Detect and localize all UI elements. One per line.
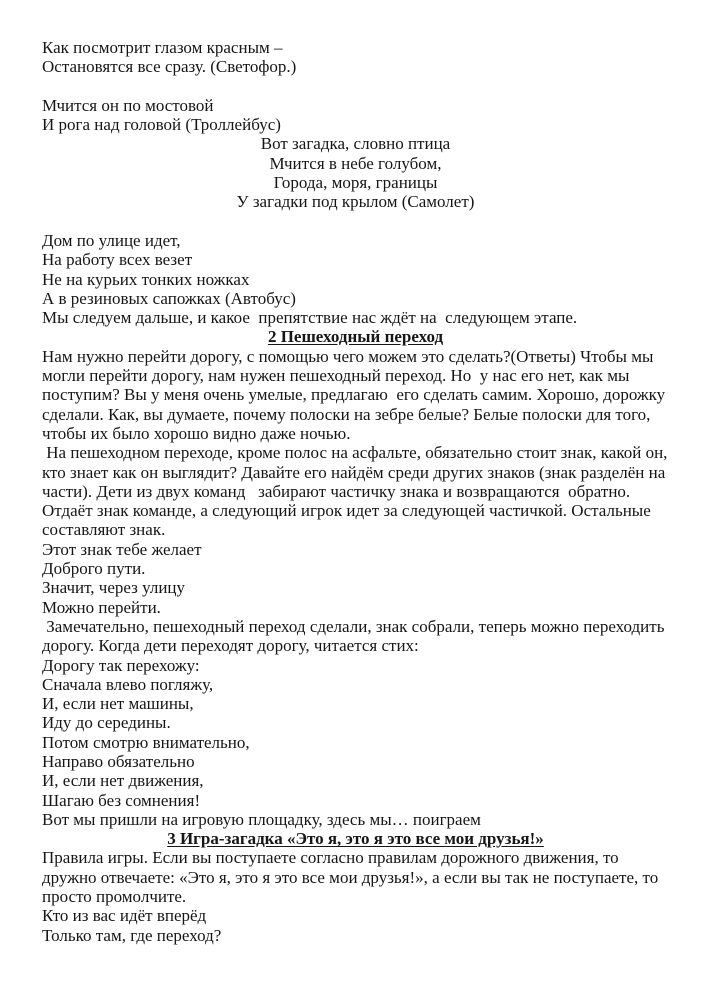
text-line: дружно отвечаете: «Это я, это я это все мои друзья!», а если вы так не поступаете, то — [42, 867, 659, 887]
paragraph — [42, 848, 669, 944]
text-line: Только там, где переход? — [42, 925, 222, 945]
text-line: Потом смотрю внимательно, — [42, 732, 250, 752]
text-line: могли перейти дорогу, нам нужен пешеходный переход. Но у нас его нет, как мы — [42, 366, 630, 386]
text-line: Значит, через улицу — [42, 578, 186, 598]
text-line: Мчится он по мостовой — [42, 95, 214, 115]
text-line: На работу всех везет — [42, 250, 193, 270]
text-line: И, если нет движения, — [42, 771, 204, 791]
text-line: Вот мы пришли на игровую площадку, здесь мы… поиграем — [42, 809, 481, 829]
text-line: У загадки под крылом (Самолет) — [236, 192, 475, 212]
heading-text-line: 3 Игра-загадка «Это я, это я это все мои друзья!» — [167, 829, 544, 849]
text-line: Шагаю без сомнения! — [42, 790, 201, 810]
blank-line — [42, 212, 669, 231]
document-body — [42, 38, 669, 945]
text-line: Правила игры. Если вы поступаете согласно правилам дорожного движения, то — [42, 848, 619, 868]
paragraph — [42, 347, 669, 829]
text-line: дорогу. Когда дети переходят дорогу, читается стих: — [42, 636, 419, 656]
text-line: Мчится в небе голубом, — [269, 153, 442, 173]
text-line: Кто из вас идёт вперёд — [42, 906, 207, 926]
section-heading — [42, 829, 669, 848]
text-line: Сначала влево погляжу, — [42, 674, 214, 694]
text-line: А в резиновых сапожках (Автобус) — [42, 288, 296, 308]
text-line: Доброго пути. — [42, 559, 146, 579]
paragraph — [42, 134, 669, 211]
text-line: Иду до середины. — [42, 713, 171, 733]
text-line: И, если нет машины, — [42, 694, 194, 714]
text-line: Как посмотрит глазом красным – — [42, 38, 283, 57]
text-line: поступим? Вы у меня очень умелые, предлагаю его сделать самим. Хорошо, дорожку — [42, 385, 666, 405]
text-line: Замечательно, пешеходный переход сделали, знак собрали, теперь можно переходить — [42, 616, 665, 636]
paragraph — [42, 38, 669, 77]
text-line: сделали. Как, вы думаете, почему полоски на зебре белые? Белые полоски для того, — [42, 404, 651, 424]
text-line: Нам нужно перейти дорогу, с помощью чего можем это сделать?(Ответы) Чтобы мы — [42, 346, 654, 366]
section-heading — [42, 327, 669, 346]
text-line: Направо обязательно — [42, 751, 195, 771]
text-line: составляют знак. — [42, 520, 166, 540]
text-line: части). Дети из двух команд забирают частичку знака и возвращаются обратно. — [42, 481, 631, 501]
blank-line — [42, 77, 669, 96]
text-line: Дорогу так перехожу: — [42, 655, 200, 675]
text-line: Города, моря, границы — [273, 173, 438, 193]
text-line: Мы следуем дальше, и какое препятствие нас ждёт на следующем этапе. — [42, 308, 578, 328]
text-line: Остановятся все сразу. (Светофор.) — [42, 57, 297, 77]
text-line: Дом по улице идет, — [42, 230, 181, 250]
text-line: Не на курьих тонких ножках — [42, 269, 250, 289]
text-line: чтобы их было хорошо видно даже ночью. — [42, 423, 351, 443]
text-line: На пешеходном переходе, кроме полос на асфальте, обязательно стоит знак, какой он, — [42, 443, 668, 463]
text-line: Этот знак тебе желает — [42, 539, 202, 559]
heading-text-line: 2 Пешеходный переход — [267, 327, 444, 347]
paragraph — [42, 231, 669, 327]
text-line: просто промолчите. — [42, 887, 187, 907]
text-line: И рога над головой (Троллейбус) — [42, 115, 281, 135]
text-line: Можно перейти. — [42, 597, 161, 617]
text-line: Вот загадка, словно птица — [260, 134, 451, 154]
text-line: кто знает как он выглядит? Давайте его найдём среди других знаков (знак разделён на — [42, 462, 666, 482]
paragraph — [42, 96, 669, 135]
text-line: Отдаёт знак команде, а следующий игрок идет за следующей частичкой. Остальные — [42, 501, 651, 521]
